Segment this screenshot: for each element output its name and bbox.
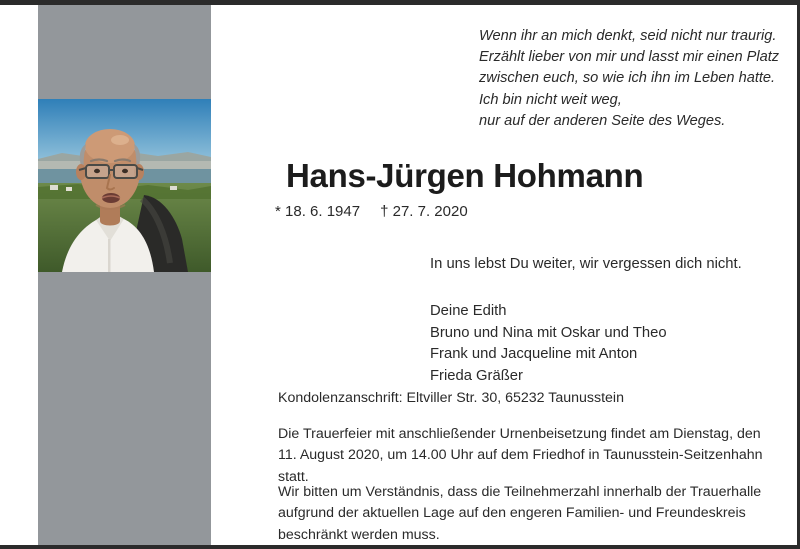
death-date [380, 203, 468, 220]
ceremony-details: Die Trauerfeier mit anschließender Urnenbeisetzung findet am Dienstag, den 11. August 2020, um 14.00 Uhr auf dem Friedhof in Taunusstein-Seitzenhahn statt. [278, 426, 763, 485]
death-date-value: 27. 7. 2020 [392, 203, 468, 220]
birth-date [275, 203, 360, 220]
notice-content [0, 5, 800, 545]
birth-date-value: 18. 6. 1947 [285, 203, 361, 220]
attendance-restriction: Wir bitten um Verständnis, dass die Teilnehmerzahl innerhalb der Trauerhalle aufgrund der aktuellen Lage auf den engeren Familien- und Freundeskreis beschränkt werden muss. [278, 484, 762, 543]
life-dates [275, 203, 468, 220]
poem-line: nur auf der anderen Seite des Weges. [479, 112, 726, 129]
poem-line: Erzählt lieber von mir und lasst mir einen Platz [479, 49, 780, 66]
memorial-poem [479, 26, 779, 132]
memorial-line: In uns lebst Du weiter, wir vergessen dich nicht. [430, 256, 742, 272]
condolence-address: Kondolenzanschrift: Eltviller Str. 30, 65232 Taunusstein [278, 390, 624, 406]
survivor-line: Deine Edith [430, 303, 507, 319]
survivors-list [430, 301, 667, 387]
birth-symbol: * [275, 203, 281, 220]
survivor-line: Frieda Gräßer [430, 367, 523, 384]
survivor-line: Bruno und Nina mit Oskar und Theo [430, 324, 667, 341]
poem-line: Wenn ihr an mich denkt, seid nicht nur traurig. [479, 28, 777, 44]
deceased-name: Hans-Jürgen Hohmann [286, 157, 644, 194]
death-symbol: † [380, 203, 389, 220]
survivor-line: Frank und Jacqueline mit Anton [430, 346, 638, 363]
poem-line: Ich bin nicht weit weg, [479, 91, 622, 108]
poem-line: zwischen euch, so wie ich ihn im Leben hatte. [479, 70, 776, 87]
